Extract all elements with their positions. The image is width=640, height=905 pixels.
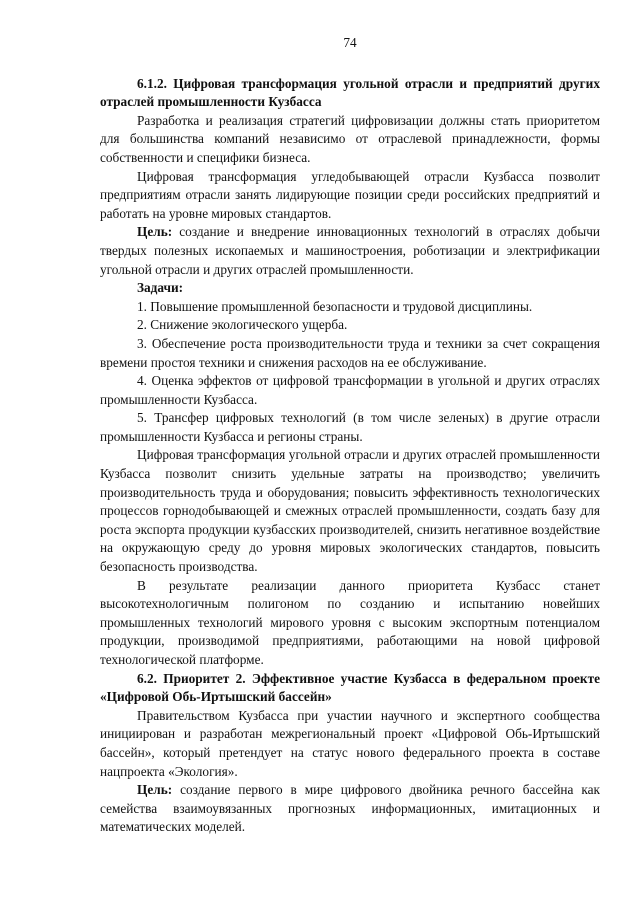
task-item: 3. Обеспечение роста производительности труда и техники за счет сокращения времени простоя техники и снижения расходов на ее обслуживание.: [100, 335, 600, 370]
goal-paragraph: [100, 223, 600, 279]
task-item: 4. Оценка эффектов от цифровой трансформации в угольной и других отраслях промышленности Кузбасса.: [100, 373, 600, 407]
goal-label: Цель:: [137, 224, 173, 240]
task-item: 2. Снижение экологического ущерба.: [137, 317, 348, 333]
task-item: 5. Трансфер цифровых технологий (в том числе зеленых) в другие отрасли промышленности Кузбасса и регионы страны.: [100, 410, 600, 444]
section-heading-6-2: 6.2. Приоритет 2. Эффективное участие Кузбасса в федеральном проекте «Цифровой Обь-Иртышский бассейн»: [100, 670, 600, 705]
tasks-label: Задачи:: [137, 280, 184, 296]
task-item: 1. Повышение промышленной безопасности и трудовой дисциплины.: [137, 298, 533, 314]
goal-text: создание и внедрение инновационных технологий в отраслях добычи твердых полезных ископаемых и машиностроения, роботизации и электрификации угольной отрасли и других отраслей промышленности.: [100, 224, 600, 277]
paragraph: Правительством Кузбасса при участии научного и экспертного сообщества инициирован и разработан межрегиональный проект «Цифровой Обь-Иртышский бассейн», который претендует на статус нового федерального проекта в составе нацпроекта «Экология».: [100, 707, 600, 779]
paragraph: В результате реализации данного приоритета Кузбасс станет высокотехнологичным полигоном по созданию и испытанию новейших промышленных технологий мирового уровня с высоким экспортным потенциалом продукции, производимой предприятиями, работающими на новой цифровой технологической платформе.: [100, 577, 600, 667]
section-heading-6-1-2: 6.1.2. Цифровая трансформация угольной отрасли и предприятий других отраслей промышленности Кузбасса: [100, 75, 600, 110]
paragraph: Разработка и реализация стратегий цифровизации должны стать приоритетом для большинства компаний независимо от отраслевой принадлежности, формы собственности и специфики бизнеса.: [100, 112, 600, 165]
goal-paragraph: [100, 781, 600, 837]
goal-label: Цель:: [137, 782, 173, 798]
goal-text: создание первого в мире цифрового двойника речного бассейна как семейства взаимоувязанных прогнозных информационных, имитационных и математических моделей.: [100, 782, 600, 835]
page-number: 74: [343, 35, 357, 50]
paragraph: Цифровая трансформация угольной отрасли и других отраслей промышленности Кузбасса позволит снизить удельные затраты на производство; увеличить производительность труда и оборудования; повысить эффективность технологических процессов горнодобывающей и смежных отраслей промышленности, создать базу для роста экспорта продукции кузбасских производителей, снизить негативное воздействие на окружающую среду до уровня мировых экологических стандартов, повысить безопасность производства.: [100, 447, 600, 575]
paragraph: Цифровая трансформация угледобывающей отрасли Кузбасса позволит предприятиям отрасли занять лидирующие позиции среди российских предприятий и работать на уровне мировых стандартов.: [100, 168, 600, 221]
